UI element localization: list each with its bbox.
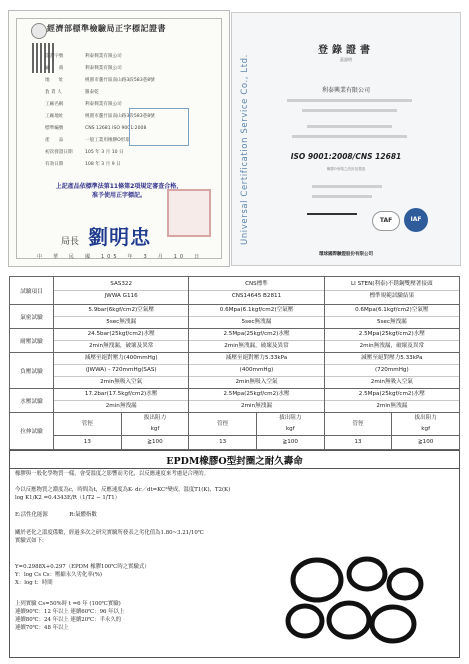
iso-registration-certificate-image: [231, 12, 461, 266]
text-placeholder-line: [287, 99, 412, 102]
cert1-field-row: [45, 159, 195, 171]
header-cell: [54, 277, 189, 305]
row-label: 拉伸試驗: [10, 413, 54, 450]
o-ring-icon: [288, 606, 322, 636]
cert1-field-label: 工廠名稱: [45, 102, 64, 107]
text-placeholder-line: [302, 109, 397, 112]
table-cell: [54, 305, 189, 329]
signature-line: [307, 213, 357, 215]
table-cell: [54, 329, 189, 353]
table-cell: [324, 353, 459, 389]
cert1-title: 經濟部標準檢驗局正字標記證書: [47, 24, 166, 33]
header-text: 標準規範試驗結果: [325, 290, 459, 302]
pull-subtable: [54, 413, 188, 449]
o-ring-icon: [293, 560, 341, 600]
epdm-text-line: 關於老化之溫度係數，經過多次之研究實驗所發表之劣化值為1.80~3.21/10℃: [15, 530, 204, 536]
cert1-field-value: 桃園市蘆竹區南山路3段583巷8號: [85, 114, 155, 119]
table-cell: [189, 329, 324, 353]
table-header-row: [10, 277, 460, 305]
pull-head: 管徑: [217, 420, 229, 427]
table-cell: [189, 389, 324, 413]
cell-text: 2min無洩漏，破壞及異常: [325, 340, 459, 352]
cert1-field-value: 利泰興業有限公司: [85, 66, 122, 71]
cert1-field-value: 利泰興業有限公司: [85, 54, 122, 59]
cell-text: 5sec無洩漏: [325, 316, 459, 328]
epdm-text-line: 連續80℃：24 年以上 連續20℃：半永久的: [15, 617, 122, 623]
header-text: CNS標準: [245, 281, 268, 287]
cell-text: 5sec無洩漏: [54, 316, 188, 328]
cert2-iso-standard: ISO 9001:2008/CNS 12681: [290, 152, 402, 161]
cert1-field-label: 廠 商: [45, 66, 64, 71]
row-label: 耐壓試驗: [10, 329, 54, 353]
director-name: 劉明忠: [88, 225, 152, 249]
pull-head: [121, 413, 188, 436]
cell-text: 2.5Mpa(25kgf/cm2)水壓: [223, 331, 290, 337]
cell-text: (JWWA) - 720mmHg(SAS): [54, 364, 188, 376]
pull-subtable: [189, 413, 323, 449]
cert1-field-row: [45, 87, 195, 99]
cell-text: 2min無吸入空氣: [325, 376, 459, 388]
text-placeholder-line: [312, 185, 382, 188]
cert1-field-value: 羅泰乾: [85, 90, 99, 95]
o-ring-icon: [329, 603, 369, 637]
table-cell: [54, 413, 189, 450]
cert1-field-row: [45, 147, 195, 159]
o-rings-photo: [275, 546, 435, 651]
cell-text: 2min無洩漏: [325, 400, 459, 412]
pull-value: 13: [189, 436, 256, 450]
cert1-field-value: 105 年 3 月 10 日: [85, 150, 124, 155]
cert2-footer: 環球國際驗證股份有限公司: [319, 252, 373, 257]
test-results-table: [9, 276, 460, 450]
epdm-divider: [10, 468, 459, 469]
table-row: [10, 305, 460, 329]
pull-head: 管徑: [352, 420, 364, 427]
pull-head-text: kgf: [421, 426, 431, 432]
epdm-text-line: Y：log Cs Cs：壓縮永久劣化率(%): [15, 572, 103, 578]
cns-certificate-image: [8, 10, 230, 267]
pull-value: 13: [325, 436, 392, 450]
director-role: 局長: [61, 237, 80, 247]
cell-text: 5.9bar(6kgf/cm2)空氣壓: [88, 307, 154, 313]
cell-text: 2.5Mpa(25kgf/cm2)水壓: [358, 331, 425, 337]
cert1-field-row: [45, 63, 195, 75]
row-label: 氣密試驗: [10, 305, 54, 329]
epdm-text-line: 今以反應物質之濃度為c，時間為t，反應速度為K- dc／dt=KC²變成，溫度T1(K)、T2(K): [15, 487, 231, 493]
cell-text: 2.5Mpa(25kgf/cm2)水壓: [223, 391, 290, 397]
cert1-scope-line1: 上記產品依標準法第11條第2項規定審查合格，: [55, 183, 183, 190]
cert1-director: [61, 221, 151, 250]
epdm-text-line: 橡膠與一般化學物質一樣，會受溫度之影響而劣化，以反應速度來考慮是合理的。: [15, 471, 210, 477]
cert1-field-label: 證書字號: [45, 54, 64, 59]
cert1-scope-line2: 准予使用正字標記。: [91, 192, 146, 199]
cert1-field-value: 桃園市蘆竹區南山路3段583巷8號: [85, 78, 155, 83]
pull-head: 管徑: [81, 420, 93, 427]
epdm-text-line: log K1/K2 =0.4343E/R（1/T2 − 1/T1）: [15, 495, 121, 501]
text-placeholder-line: [307, 125, 392, 128]
cell-text: 5sec無洩漏: [189, 316, 323, 328]
cert1-field-row: [45, 51, 195, 63]
cell-text: 減壓至絕對壓力(400mmHg): [84, 355, 158, 361]
cert1-field-row: [45, 75, 195, 87]
bureau-emblem-icon: [31, 23, 47, 39]
pull-head-text: 拔出阻力: [143, 415, 167, 421]
iaf-logo-icon: IAF: [404, 208, 428, 232]
cell-text: (720mmHg): [325, 364, 459, 376]
cert1-field-label: 有效日期: [45, 162, 64, 167]
cell-text: 2min無洩漏: [189, 400, 323, 412]
header-label: 試驗項目: [10, 277, 54, 305]
table-cell: [324, 329, 459, 353]
cell-text: 減壓至絕對壓力5.33kPa: [225, 355, 288, 361]
cert2-company: 利泰興業有限公司: [321, 87, 370, 94]
epdm-durability-panel: [9, 450, 460, 658]
pull-value: ≧100: [392, 436, 459, 450]
review-stamp: [129, 108, 189, 146]
table-cell: [54, 389, 189, 413]
cert1-field-label: 負 責 人: [45, 90, 62, 95]
table-cell: [324, 413, 459, 450]
row-label: 水壓試驗: [10, 389, 54, 413]
pull-head: [392, 413, 459, 436]
pull-subtable: [325, 413, 459, 449]
cert1-field-label: 產 品: [45, 138, 64, 143]
table-row: [10, 329, 460, 353]
o-ring-icon: [349, 559, 385, 589]
cert1-issue-date: 中 華 民 國 105 年 3 月 10 日: [37, 254, 203, 260]
cert1-field-label: 地 址: [45, 78, 64, 83]
cell-text: 2.5Mpa(25kgf/cm2)水壓: [358, 391, 425, 397]
table-cell: [189, 305, 324, 329]
header-text: CNS14645 B2811: [189, 290, 323, 302]
pull-head-text: 拔出阻力: [414, 415, 437, 421]
epdm-text-line: 上列實驗 Cs=50%時 t =6 年 (100℃實驗): [15, 601, 121, 607]
o-ring-icon: [389, 570, 421, 598]
cell-text: 2min無吸入空氣: [189, 376, 323, 388]
pull-head-text: kgf: [285, 426, 295, 432]
table-row: [10, 389, 460, 413]
cert1-field-label: 初次發證日期: [45, 150, 73, 155]
cert1-field-value: 利泰興業有限公司: [85, 102, 122, 107]
official-seal-stamp: [167, 189, 211, 237]
cert1-field-value: CNS 12681 ISO 9001:2008: [85, 126, 147, 131]
pull-head: [256, 413, 323, 436]
cell-text: 2min無洩漏，破壞及異常: [189, 340, 323, 352]
epdm-text-line: E:活性化能源 R:氣體指數: [15, 512, 97, 518]
cell-text: 24.5bar(25kgf/cm2)水壓: [87, 331, 155, 337]
cert1-field-label: 標準編號: [45, 126, 64, 131]
cert2-title: 登錄證書: [318, 45, 374, 56]
cell-text: 2min無洩漏: [54, 400, 188, 412]
epdm-text-line: Y=0.2988X+0.297（EPDM 橡膠100℃時之實驗式）: [15, 564, 150, 570]
header-text: SAS322: [110, 281, 133, 287]
cert2-subtitle: 茲證明: [340, 57, 352, 62]
table-cell: [324, 389, 459, 413]
pull-value: 13: [54, 436, 121, 450]
cell-text: 0.6Mpa(6.1kgf/cm2)空氣壓: [355, 307, 429, 313]
text-placeholder-line: [312, 195, 372, 198]
epdm-title: EPDM橡膠O型封圈之耐久壽命: [166, 456, 303, 467]
pull-value: ≧100: [121, 436, 188, 450]
header-text: LI STEN(利泰)不銹鋼雙壓著接頭: [351, 281, 433, 287]
cell-text: 2min無洩漏，破壞及異常: [54, 340, 188, 352]
table-cell: [324, 305, 459, 329]
epdm-text-line: 連續70℃：48 年以上: [15, 625, 69, 631]
cert1-field-label: 工廠地址: [45, 114, 64, 119]
pull-value: ≧100: [256, 436, 323, 450]
row-label: 負壓試驗: [10, 353, 54, 389]
cert1-field-value: 一般工業用橡膠O形環: [85, 138, 130, 143]
cell-text: 17.2bar(17.5kgf/cm2)水壓: [84, 391, 158, 397]
table-row: [10, 353, 460, 389]
cert1-field-value: 108 年 3 月 9 日: [85, 162, 121, 167]
cert2-side-text: Universal Certification Service Co., Ltd.: [240, 54, 250, 245]
cert2-scope: 橡膠O形環之設計及製造: [326, 167, 366, 171]
epdm-text-line: 連續90℃：12 年以上 連續60℃：96 年以上: [15, 609, 125, 615]
epdm-text-line: X：log t：時間: [15, 580, 53, 586]
pull-head-text: kgf: [150, 426, 160, 432]
cell-text: 減壓至絕對壓力5.33kPa: [361, 355, 423, 361]
header-cell: [324, 277, 459, 305]
pull-head-text: 拔出阻力: [279, 415, 302, 421]
table-row: [10, 413, 460, 450]
header-cell: [189, 277, 324, 305]
taf-logo-icon: TAF: [372, 211, 400, 231]
header-text: JWWA G116: [54, 290, 188, 302]
text-placeholder-line: [292, 135, 407, 138]
epdm-text-line: 實驗式如下:: [15, 538, 44, 544]
cell-text: (400mmHg): [189, 364, 323, 376]
table-cell: [54, 353, 189, 389]
o-ring-icon: [372, 607, 414, 641]
table-cell: [189, 353, 324, 389]
cell-text: 2min無吸入空氣: [54, 376, 188, 388]
table-cell: [189, 413, 324, 450]
cell-text: 0.6Mpa(6.1kgf/cm2)空氣壓: [219, 307, 294, 313]
